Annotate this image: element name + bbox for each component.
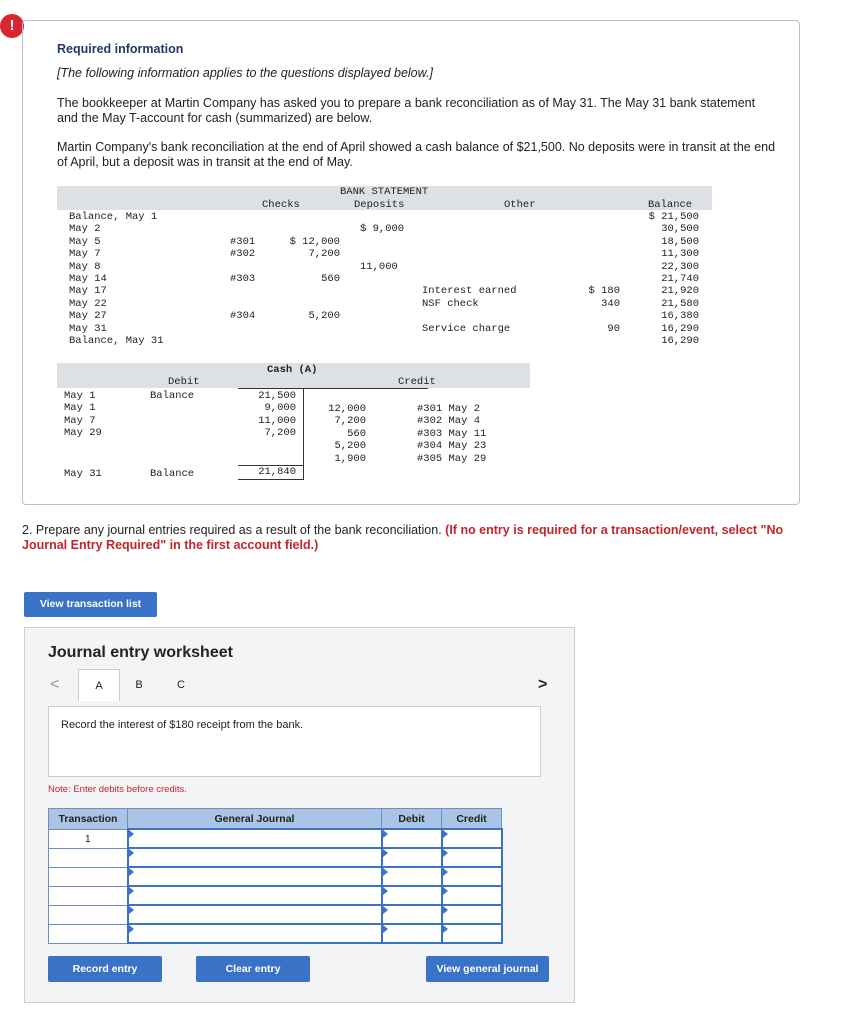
required-info-subtitle: [The following information applies to the questions displayed below.] bbox=[57, 66, 433, 80]
bank-row-deposit: $ 9,000 bbox=[360, 223, 405, 236]
bank-row-date: May 22 bbox=[69, 297, 107, 310]
bank-row-date: May 5 bbox=[69, 235, 101, 248]
t-account-top-line bbox=[238, 388, 428, 389]
transaction-cell bbox=[49, 905, 128, 924]
t-credit-amount: 560 bbox=[347, 427, 366, 440]
bank-row-other-label: Interest earned bbox=[422, 285, 517, 298]
bank-row-balance: 21,920 bbox=[661, 285, 699, 298]
worksheet-title: Journal entry worksheet bbox=[48, 644, 233, 661]
t-credit-amount: 7,200 bbox=[334, 415, 366, 428]
t-credit-amount: 1,900 bbox=[334, 452, 366, 465]
bank-row-balance: 21,580 bbox=[661, 297, 699, 310]
bank-row-date: May 8 bbox=[69, 260, 101, 273]
bank-row-other-amount: $ 180 bbox=[588, 285, 620, 298]
bank-row-check-amount: 7,200 bbox=[308, 248, 340, 261]
bank-row-balance: 21,740 bbox=[661, 273, 699, 285]
transaction-description: Record the interest of $180 receipt from the bank. bbox=[61, 719, 304, 731]
required-info-title: Required information bbox=[57, 42, 184, 56]
t-credit-description: #302 May 4 bbox=[417, 415, 481, 428]
debit-input[interactable] bbox=[382, 867, 442, 886]
question-instruction: (If no entry is required for a transaction/event, select "No Journal Entry Required" in the first account field.) bbox=[22, 523, 784, 552]
bank-row-other-amount: 90 bbox=[607, 322, 620, 335]
journal-row bbox=[49, 886, 502, 905]
bank-row-date: Balance, May 31 bbox=[69, 335, 164, 347]
bank-row-date: May 17 bbox=[69, 285, 107, 298]
bank-row-check-amount: $ 12,000 bbox=[289, 235, 340, 248]
transaction-cell bbox=[49, 867, 128, 886]
credit-header: Credit bbox=[398, 376, 436, 388]
bank-row-balance: 11,300 bbox=[661, 248, 699, 261]
credit-input[interactable] bbox=[442, 905, 502, 924]
account-select[interactable] bbox=[128, 924, 382, 943]
tab-c[interactable]: C bbox=[177, 679, 185, 691]
journal-row bbox=[49, 905, 502, 924]
debit-header: Debit bbox=[168, 376, 200, 388]
journal-row bbox=[49, 829, 502, 848]
bank-row-balance: 18,500 bbox=[661, 235, 699, 248]
credit-input[interactable] bbox=[442, 924, 502, 943]
journal-row bbox=[49, 924, 502, 943]
account-select[interactable] bbox=[128, 886, 382, 905]
bank-row-check-amount: 560 bbox=[321, 273, 340, 285]
bank-row-other-label: Service charge bbox=[422, 322, 511, 335]
bank-row-check-number: #301 bbox=[230, 235, 256, 248]
bank-row-deposit: 11,000 bbox=[360, 260, 398, 273]
view-general-journal-button[interactable]: View general journal bbox=[426, 956, 549, 982]
credit-input[interactable] bbox=[442, 867, 502, 886]
bank-row-balance: 16,290 bbox=[661, 335, 699, 347]
journal-entry-table bbox=[48, 808, 503, 944]
t-account-divider bbox=[303, 388, 304, 480]
account-select[interactable] bbox=[128, 848, 382, 867]
question-text: 2. Prepare any journal entries required as a result of the bank reconciliation. bbox=[22, 523, 442, 537]
bank-row-other-label: NSF check bbox=[422, 297, 479, 310]
journal-row bbox=[49, 848, 502, 867]
view-transaction-list-button[interactable]: View transaction list bbox=[24, 592, 157, 617]
tab-a[interactable]: A bbox=[78, 669, 120, 701]
prev-arrow-icon[interactable]: < bbox=[50, 676, 60, 693]
t-credit-description: #303 May 11 bbox=[417, 427, 487, 440]
t-credit-amount: 12,000 bbox=[328, 403, 366, 415]
bank-statement-title: BANK STATEMENT bbox=[340, 186, 429, 198]
other-header: Other bbox=[504, 199, 536, 211]
alert-icon: ! bbox=[0, 14, 24, 38]
ending-date: May 31 bbox=[64, 468, 102, 480]
reconciliation-paragraph: Martin Company's bank reconciliation at the end of April showed a cash balance of $21,500. No deposits were in transit at the end of April, but a deposit was in transit at the end of May. bbox=[57, 140, 776, 169]
bank-row-date: May 31 bbox=[69, 322, 107, 335]
transaction-cell: 1 bbox=[49, 829, 128, 848]
clear-entry-button[interactable]: Clear entry bbox=[196, 956, 310, 982]
t-debit-date: May 29 bbox=[64, 427, 102, 440]
balance-header: Balance bbox=[648, 199, 693, 211]
transaction-description-box bbox=[48, 706, 541, 777]
account-select[interactable] bbox=[128, 867, 382, 886]
bank-row-check-number: #303 bbox=[230, 273, 256, 285]
tab-b[interactable]: B bbox=[135, 679, 143, 691]
bank-row-date: May 27 bbox=[69, 310, 107, 323]
bank-row-date: May 7 bbox=[69, 248, 101, 261]
bank-row-balance: 16,290 bbox=[661, 322, 699, 335]
t-credit-description: #304 May 23 bbox=[417, 440, 487, 453]
t-account-bottom-line bbox=[238, 479, 303, 480]
t-credit-description: #305 May 29 bbox=[417, 452, 487, 465]
transaction-header: Transaction bbox=[49, 809, 128, 830]
t-debit-amount: 9,000 bbox=[264, 402, 296, 415]
credit-input[interactable] bbox=[442, 829, 502, 848]
account-select[interactable] bbox=[128, 905, 382, 924]
debits-before-credits-note: Note: Enter debits before credits. bbox=[48, 784, 187, 795]
account-select[interactable] bbox=[128, 829, 382, 848]
t-debit-amount: 11,000 bbox=[258, 414, 296, 427]
t-debit-date: May 1 bbox=[64, 390, 96, 402]
general-journal-header: General Journal bbox=[128, 809, 382, 830]
debit-input[interactable] bbox=[382, 924, 442, 943]
debit-input[interactable] bbox=[382, 829, 442, 848]
transaction-cell bbox=[49, 848, 128, 867]
t-debit-date: May 7 bbox=[64, 414, 96, 427]
debit-input[interactable] bbox=[382, 886, 442, 905]
debit-input[interactable] bbox=[382, 848, 442, 867]
question-2 bbox=[22, 523, 822, 553]
transaction-cell bbox=[49, 924, 128, 943]
bank-row-check-number: #304 bbox=[230, 310, 256, 323]
bank-row-balance: 16,380 bbox=[661, 310, 699, 323]
debit-input[interactable] bbox=[382, 905, 442, 924]
credit-input[interactable] bbox=[442, 848, 502, 867]
bank-row-balance: $ 21,500 bbox=[648, 211, 699, 223]
deposits-header: Deposits bbox=[354, 199, 405, 211]
journal-row bbox=[49, 867, 502, 886]
credit-input[interactable] bbox=[442, 886, 502, 905]
t-credit-amount: 5,200 bbox=[334, 440, 366, 453]
bank-row-check-number: #302 bbox=[230, 248, 256, 261]
t-account-title: Cash (A) bbox=[267, 364, 318, 376]
bank-row-balance: 30,500 bbox=[661, 223, 699, 236]
bank-row-date: May 2 bbox=[69, 223, 101, 236]
bank-row-balance: 22,300 bbox=[661, 260, 699, 273]
t-debit-date: May 1 bbox=[64, 402, 96, 415]
bank-row-date: Balance, May 1 bbox=[69, 211, 158, 223]
t-debit-label: Balance bbox=[150, 390, 195, 402]
ending-label: Balance bbox=[150, 468, 195, 480]
checks-header: Checks bbox=[262, 199, 300, 211]
t-debit-amount: 21,500 bbox=[258, 390, 296, 402]
bank-row-date: May 14 bbox=[69, 273, 107, 285]
credit-column-header: Credit bbox=[442, 809, 502, 830]
intro-paragraph: The bookkeeper at Martin Company has asked you to prepare a bank reconciliation as of May 31. The May 31 bank statement and the May T-account for cash (summarized) are below. bbox=[57, 96, 756, 125]
transaction-cell bbox=[49, 886, 128, 905]
record-entry-button[interactable]: Record entry bbox=[48, 956, 162, 982]
ending-balance: 21,840 bbox=[258, 466, 296, 478]
t-debit-amount: 7,200 bbox=[264, 427, 296, 440]
next-arrow-icon[interactable]: > bbox=[538, 676, 548, 693]
bank-row-check-amount: 5,200 bbox=[308, 310, 340, 323]
bank-row-other-amount: 340 bbox=[601, 297, 620, 310]
t-credit-description: #301 May 2 bbox=[417, 403, 481, 415]
debit-column-header: Debit bbox=[382, 809, 442, 830]
